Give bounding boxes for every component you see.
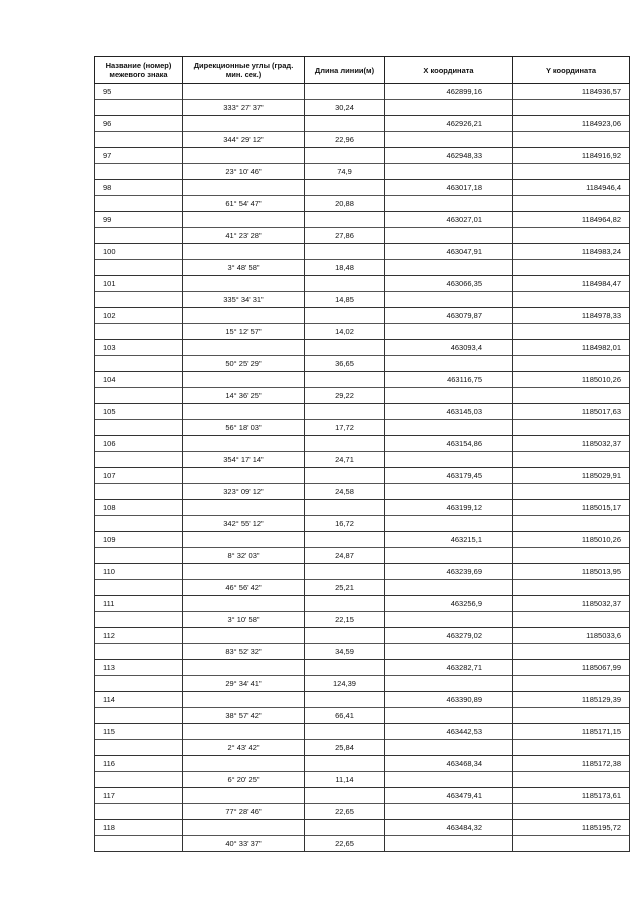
empty-cell bbox=[305, 340, 385, 356]
empty-cell bbox=[95, 836, 183, 852]
empty-cell bbox=[305, 692, 385, 708]
empty-cell bbox=[95, 804, 183, 820]
empty-cell bbox=[305, 148, 385, 164]
y-coordinate: 1184983,24 bbox=[513, 244, 630, 260]
empty-cell bbox=[95, 708, 183, 724]
y-coordinate: 1184964,82 bbox=[513, 212, 630, 228]
empty-cell bbox=[95, 100, 183, 116]
empty-cell bbox=[95, 580, 183, 596]
empty-cell bbox=[305, 468, 385, 484]
empty-cell bbox=[385, 132, 513, 148]
direction-angle: 41° 23' 28" bbox=[183, 228, 305, 244]
empty-cell bbox=[183, 628, 305, 644]
point-name: 117 bbox=[95, 788, 183, 804]
point-row bbox=[95, 308, 630, 324]
table-header-row bbox=[95, 57, 630, 84]
line-length: 24,87 bbox=[305, 548, 385, 564]
direction-angle: 3° 10' 58" bbox=[183, 612, 305, 628]
empty-cell bbox=[385, 548, 513, 564]
point-row bbox=[95, 532, 630, 548]
empty-cell bbox=[183, 180, 305, 196]
empty-cell bbox=[305, 532, 385, 548]
segment-row bbox=[95, 548, 630, 564]
y-coordinate: 1184984,47 bbox=[513, 276, 630, 292]
empty-cell bbox=[95, 228, 183, 244]
x-coordinate: 463479,41 bbox=[385, 788, 513, 804]
segment-row bbox=[95, 708, 630, 724]
line-length: 74,9 bbox=[305, 164, 385, 180]
direction-angle: 323° 09' 12" bbox=[183, 484, 305, 500]
y-coordinate: 1185067,99 bbox=[513, 660, 630, 676]
line-length: 25,84 bbox=[305, 740, 385, 756]
empty-cell bbox=[305, 788, 385, 804]
empty-cell bbox=[305, 756, 385, 772]
point-name: 115 bbox=[95, 724, 183, 740]
empty-cell bbox=[305, 308, 385, 324]
line-length: 17,72 bbox=[305, 420, 385, 436]
direction-angle: 38° 57' 42" bbox=[183, 708, 305, 724]
empty-cell bbox=[385, 740, 513, 756]
empty-cell bbox=[513, 356, 630, 372]
line-length: 22,15 bbox=[305, 612, 385, 628]
segment-row bbox=[95, 388, 630, 404]
line-length: 29,22 bbox=[305, 388, 385, 404]
x-coordinate: 463484,32 bbox=[385, 820, 513, 836]
empty-cell bbox=[305, 596, 385, 612]
segment-row bbox=[95, 452, 630, 468]
empty-cell bbox=[513, 484, 630, 500]
empty-cell bbox=[183, 276, 305, 292]
point-name: 105 bbox=[95, 404, 183, 420]
x-coordinate: 463215,1 bbox=[385, 532, 513, 548]
segment-row bbox=[95, 612, 630, 628]
line-length: 24,71 bbox=[305, 452, 385, 468]
x-coordinate: 463256,9 bbox=[385, 596, 513, 612]
empty-cell bbox=[183, 468, 305, 484]
point-name: 106 bbox=[95, 436, 183, 452]
point-name: 107 bbox=[95, 468, 183, 484]
point-row bbox=[95, 788, 630, 804]
y-coordinate: 1184916,92 bbox=[513, 148, 630, 164]
empty-cell bbox=[385, 260, 513, 276]
empty-cell bbox=[385, 452, 513, 468]
point-name: 114 bbox=[95, 692, 183, 708]
y-coordinate: 1185010,26 bbox=[513, 532, 630, 548]
boundary-points-table bbox=[94, 56, 630, 852]
line-length: 30,24 bbox=[305, 100, 385, 116]
empty-cell bbox=[385, 228, 513, 244]
point-row bbox=[95, 84, 630, 100]
segment-row bbox=[95, 292, 630, 308]
empty-cell bbox=[183, 692, 305, 708]
empty-cell bbox=[183, 84, 305, 100]
point-row bbox=[95, 340, 630, 356]
point-name: 111 bbox=[95, 596, 183, 612]
empty-cell bbox=[385, 708, 513, 724]
header-point-name: Название (номер) межевого знака bbox=[95, 57, 183, 84]
y-coordinate: 1185010,26 bbox=[513, 372, 630, 388]
x-coordinate: 463093,4 bbox=[385, 340, 513, 356]
empty-cell bbox=[385, 516, 513, 532]
empty-cell bbox=[385, 612, 513, 628]
line-length: 14,02 bbox=[305, 324, 385, 340]
empty-cell bbox=[95, 196, 183, 212]
empty-cell bbox=[513, 580, 630, 596]
empty-cell bbox=[183, 596, 305, 612]
segment-row bbox=[95, 324, 630, 340]
document-page bbox=[94, 56, 629, 848]
point-name: 112 bbox=[95, 628, 183, 644]
empty-cell bbox=[305, 820, 385, 836]
point-name: 110 bbox=[95, 564, 183, 580]
point-name: 99 bbox=[95, 212, 183, 228]
point-row bbox=[95, 596, 630, 612]
point-row bbox=[95, 372, 630, 388]
segment-row bbox=[95, 484, 630, 500]
line-length: 20,88 bbox=[305, 196, 385, 212]
segment-row bbox=[95, 132, 630, 148]
segment-row bbox=[95, 580, 630, 596]
empty-cell bbox=[95, 612, 183, 628]
empty-cell bbox=[183, 660, 305, 676]
empty-cell bbox=[385, 324, 513, 340]
x-coordinate: 462899,16 bbox=[385, 84, 513, 100]
empty-cell bbox=[95, 772, 183, 788]
point-row bbox=[95, 660, 630, 676]
empty-cell bbox=[385, 388, 513, 404]
empty-cell bbox=[513, 548, 630, 564]
direction-angle: 61° 54' 47" bbox=[183, 196, 305, 212]
table-body bbox=[95, 84, 630, 852]
empty-cell bbox=[183, 308, 305, 324]
empty-cell bbox=[513, 836, 630, 852]
point-row bbox=[95, 276, 630, 292]
point-row bbox=[95, 724, 630, 740]
direction-angle: 354° 17' 14" bbox=[183, 452, 305, 468]
point-name: 95 bbox=[95, 84, 183, 100]
y-coordinate: 1185013,95 bbox=[513, 564, 630, 580]
empty-cell bbox=[305, 84, 385, 100]
empty-cell bbox=[95, 388, 183, 404]
y-coordinate: 1185032,37 bbox=[513, 436, 630, 452]
empty-cell bbox=[183, 372, 305, 388]
empty-cell bbox=[183, 532, 305, 548]
empty-cell bbox=[95, 740, 183, 756]
empty-cell bbox=[385, 484, 513, 500]
empty-cell bbox=[513, 644, 630, 660]
x-coordinate: 463079,87 bbox=[385, 308, 513, 324]
empty-cell bbox=[385, 164, 513, 180]
x-coordinate: 463116,75 bbox=[385, 372, 513, 388]
header-x-coordinate: X координата bbox=[385, 57, 513, 84]
empty-cell bbox=[513, 260, 630, 276]
empty-cell bbox=[385, 292, 513, 308]
empty-cell bbox=[385, 676, 513, 692]
empty-cell bbox=[305, 276, 385, 292]
y-coordinate: 1184936,57 bbox=[513, 84, 630, 100]
empty-cell bbox=[305, 628, 385, 644]
x-coordinate: 463047,91 bbox=[385, 244, 513, 260]
point-row bbox=[95, 436, 630, 452]
direction-angle: 3° 48' 58" bbox=[183, 260, 305, 276]
y-coordinate: 1185015,17 bbox=[513, 500, 630, 516]
empty-cell bbox=[183, 820, 305, 836]
point-name: 97 bbox=[95, 148, 183, 164]
x-coordinate: 463154,86 bbox=[385, 436, 513, 452]
point-row bbox=[95, 244, 630, 260]
point-name: 103 bbox=[95, 340, 183, 356]
empty-cell bbox=[385, 420, 513, 436]
direction-angle: 333° 27' 37" bbox=[183, 100, 305, 116]
segment-row bbox=[95, 260, 630, 276]
line-length: 24,58 bbox=[305, 484, 385, 500]
point-row bbox=[95, 404, 630, 420]
segment-row bbox=[95, 676, 630, 692]
empty-cell bbox=[95, 484, 183, 500]
x-coordinate: 463199,12 bbox=[385, 500, 513, 516]
x-coordinate: 463027,01 bbox=[385, 212, 513, 228]
y-coordinate: 1185029,91 bbox=[513, 468, 630, 484]
line-length: 11,14 bbox=[305, 772, 385, 788]
empty-cell bbox=[305, 244, 385, 260]
empty-cell bbox=[305, 500, 385, 516]
empty-cell bbox=[385, 580, 513, 596]
empty-cell bbox=[183, 340, 305, 356]
point-row bbox=[95, 820, 630, 836]
point-row bbox=[95, 500, 630, 516]
empty-cell bbox=[183, 116, 305, 132]
x-coordinate: 463282,71 bbox=[385, 660, 513, 676]
segment-row bbox=[95, 804, 630, 820]
segment-row bbox=[95, 228, 630, 244]
direction-angle: 8° 32' 03" bbox=[183, 548, 305, 564]
empty-cell bbox=[95, 452, 183, 468]
empty-cell bbox=[513, 804, 630, 820]
x-coordinate: 463179,45 bbox=[385, 468, 513, 484]
empty-cell bbox=[305, 212, 385, 228]
empty-cell bbox=[305, 404, 385, 420]
header-direction-angle: Дирекционные углы (град. мин. сек.) bbox=[183, 57, 305, 84]
empty-cell bbox=[385, 196, 513, 212]
point-name: 104 bbox=[95, 372, 183, 388]
direction-angle: 15° 12' 57" bbox=[183, 324, 305, 340]
point-row bbox=[95, 212, 630, 228]
empty-cell bbox=[385, 836, 513, 852]
point-row bbox=[95, 148, 630, 164]
direction-angle: 83° 52' 32" bbox=[183, 644, 305, 660]
empty-cell bbox=[513, 100, 630, 116]
point-row bbox=[95, 180, 630, 196]
line-length: 16,72 bbox=[305, 516, 385, 532]
y-coordinate: 1184946,4 bbox=[513, 180, 630, 196]
empty-cell bbox=[95, 356, 183, 372]
x-coordinate: 463390,89 bbox=[385, 692, 513, 708]
direction-angle: 40° 33' 37" bbox=[183, 836, 305, 852]
segment-row bbox=[95, 644, 630, 660]
segment-row bbox=[95, 100, 630, 116]
segment-row bbox=[95, 356, 630, 372]
empty-cell bbox=[513, 772, 630, 788]
point-row bbox=[95, 628, 630, 644]
empty-cell bbox=[183, 436, 305, 452]
empty-cell bbox=[183, 756, 305, 772]
point-name: 101 bbox=[95, 276, 183, 292]
empty-cell bbox=[183, 404, 305, 420]
direction-angle: 6° 20' 25" bbox=[183, 772, 305, 788]
point-name: 113 bbox=[95, 660, 183, 676]
empty-cell bbox=[513, 388, 630, 404]
segment-row bbox=[95, 164, 630, 180]
empty-cell bbox=[385, 804, 513, 820]
direction-angle: 344° 29' 12" bbox=[183, 132, 305, 148]
x-coordinate: 463279,02 bbox=[385, 628, 513, 644]
empty-cell bbox=[95, 676, 183, 692]
empty-cell bbox=[385, 100, 513, 116]
empty-cell bbox=[305, 660, 385, 676]
y-coordinate: 1184978,33 bbox=[513, 308, 630, 324]
y-coordinate: 1185171,15 bbox=[513, 724, 630, 740]
point-name: 118 bbox=[95, 820, 183, 836]
direction-angle: 50° 25' 29" bbox=[183, 356, 305, 372]
empty-cell bbox=[183, 212, 305, 228]
line-length: 14,85 bbox=[305, 292, 385, 308]
y-coordinate: 1185173,61 bbox=[513, 788, 630, 804]
segment-row bbox=[95, 196, 630, 212]
segment-row bbox=[95, 740, 630, 756]
empty-cell bbox=[183, 788, 305, 804]
point-row bbox=[95, 756, 630, 772]
point-name: 98 bbox=[95, 180, 183, 196]
empty-cell bbox=[95, 324, 183, 340]
empty-cell bbox=[183, 564, 305, 580]
y-coordinate: 1185032,37 bbox=[513, 596, 630, 612]
segment-row bbox=[95, 420, 630, 436]
empty-cell bbox=[513, 516, 630, 532]
header-line-length: Длина линии(м) bbox=[305, 57, 385, 84]
point-name: 109 bbox=[95, 532, 183, 548]
x-coordinate: 462926,21 bbox=[385, 116, 513, 132]
empty-cell bbox=[95, 516, 183, 532]
empty-cell bbox=[513, 676, 630, 692]
y-coordinate: 1185033,6 bbox=[513, 628, 630, 644]
point-name: 116 bbox=[95, 756, 183, 772]
segment-row bbox=[95, 772, 630, 788]
line-length: 66,41 bbox=[305, 708, 385, 724]
line-length: 22,96 bbox=[305, 132, 385, 148]
x-coordinate: 463239,69 bbox=[385, 564, 513, 580]
y-coordinate: 1184923,06 bbox=[513, 116, 630, 132]
point-name: 108 bbox=[95, 500, 183, 516]
empty-cell bbox=[95, 548, 183, 564]
line-length: 22,65 bbox=[305, 804, 385, 820]
empty-cell bbox=[513, 420, 630, 436]
empty-cell bbox=[305, 564, 385, 580]
point-row bbox=[95, 116, 630, 132]
empty-cell bbox=[95, 420, 183, 436]
empty-cell bbox=[95, 644, 183, 660]
line-length: 27,86 bbox=[305, 228, 385, 244]
empty-cell bbox=[513, 612, 630, 628]
empty-cell bbox=[513, 228, 630, 244]
y-coordinate: 1185129,39 bbox=[513, 692, 630, 708]
y-coordinate: 1185017,63 bbox=[513, 404, 630, 420]
segment-row bbox=[95, 516, 630, 532]
empty-cell bbox=[95, 132, 183, 148]
line-length: 124,39 bbox=[305, 676, 385, 692]
point-row bbox=[95, 564, 630, 580]
point-row bbox=[95, 692, 630, 708]
x-coordinate: 463017,18 bbox=[385, 180, 513, 196]
empty-cell bbox=[513, 740, 630, 756]
empty-cell bbox=[183, 148, 305, 164]
empty-cell bbox=[513, 324, 630, 340]
x-coordinate: 462948,33 bbox=[385, 148, 513, 164]
empty-cell bbox=[513, 292, 630, 308]
empty-cell bbox=[95, 292, 183, 308]
point-name: 102 bbox=[95, 308, 183, 324]
line-length: 36,65 bbox=[305, 356, 385, 372]
line-length: 34,59 bbox=[305, 644, 385, 660]
direction-angle: 2° 43' 42" bbox=[183, 740, 305, 756]
empty-cell bbox=[513, 708, 630, 724]
x-coordinate: 463145,03 bbox=[385, 404, 513, 420]
empty-cell bbox=[385, 356, 513, 372]
point-row bbox=[95, 468, 630, 484]
empty-cell bbox=[305, 116, 385, 132]
x-coordinate: 463066,35 bbox=[385, 276, 513, 292]
empty-cell bbox=[385, 772, 513, 788]
empty-cell bbox=[95, 164, 183, 180]
empty-cell bbox=[513, 132, 630, 148]
empty-cell bbox=[305, 724, 385, 740]
point-name: 96 bbox=[95, 116, 183, 132]
empty-cell bbox=[183, 724, 305, 740]
header-y-coordinate: Y координата bbox=[513, 57, 630, 84]
x-coordinate: 463468,34 bbox=[385, 756, 513, 772]
empty-cell bbox=[513, 452, 630, 468]
direction-angle: 14° 36' 25" bbox=[183, 388, 305, 404]
segment-row bbox=[95, 836, 630, 852]
line-length: 25,21 bbox=[305, 580, 385, 596]
direction-angle: 56° 18' 03" bbox=[183, 420, 305, 436]
y-coordinate: 1185195,72 bbox=[513, 820, 630, 836]
empty-cell bbox=[385, 644, 513, 660]
direction-angle: 23° 10' 46" bbox=[183, 164, 305, 180]
direction-angle: 335° 34' 31" bbox=[183, 292, 305, 308]
direction-angle: 46° 56' 42" bbox=[183, 580, 305, 596]
empty-cell bbox=[95, 260, 183, 276]
point-name: 100 bbox=[95, 244, 183, 260]
line-length: 18,48 bbox=[305, 260, 385, 276]
y-coordinate: 1185172,38 bbox=[513, 756, 630, 772]
empty-cell bbox=[183, 244, 305, 260]
empty-cell bbox=[513, 196, 630, 212]
x-coordinate: 463442,53 bbox=[385, 724, 513, 740]
direction-angle: 77° 28' 46" bbox=[183, 804, 305, 820]
empty-cell bbox=[305, 372, 385, 388]
y-coordinate: 1184982,01 bbox=[513, 340, 630, 356]
empty-cell bbox=[305, 180, 385, 196]
direction-angle: 29° 34' 41" bbox=[183, 676, 305, 692]
empty-cell bbox=[513, 164, 630, 180]
empty-cell bbox=[305, 436, 385, 452]
direction-angle: 342° 55' 12" bbox=[183, 516, 305, 532]
empty-cell bbox=[183, 500, 305, 516]
line-length: 22,65 bbox=[305, 836, 385, 852]
